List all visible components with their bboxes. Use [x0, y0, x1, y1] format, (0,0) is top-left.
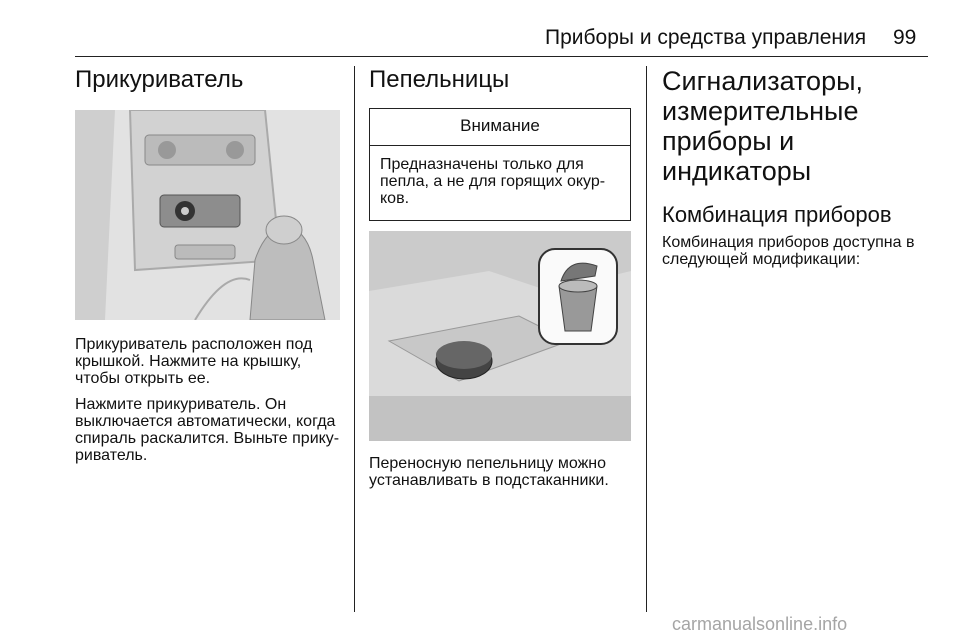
instrument-cluster-paragraph: Комбинация приборов доступна в следующей модификации:	[662, 234, 915, 268]
lighter-paragraph-2: Нажмите прикуриватель. Он выключается автоматически, когда спираль раскалится. Выньте прику- риватель.	[75, 396, 340, 464]
header-rule	[75, 56, 928, 57]
column-lighter	[75, 62, 340, 473]
warning-box	[369, 108, 631, 221]
column-divider-left	[354, 66, 355, 612]
section-heading-indicators: Сигнализаторы, измерительные приборы и индикаторы	[662, 66, 863, 186]
page-header-title: Приборы и средства управления	[545, 26, 867, 49]
watermark: carmanualsonline.info	[672, 614, 848, 634]
column-divider-right	[646, 66, 647, 612]
column-indicators	[662, 62, 928, 277]
ashtray-illustration	[369, 231, 631, 441]
ashtray-paragraph-1: Переносную пепельницу можно устанавливать в подстаканники.	[369, 455, 609, 489]
warning-text: Предназначены только для пепла, а не для горящих окур- ков.	[380, 156, 606, 207]
subheading-instrument-cluster: Комбинация приборов	[662, 202, 892, 227]
cigarette-lighter-illustration	[75, 110, 340, 320]
column-ashtrays	[369, 62, 631, 498]
warning-title: Внимание	[370, 109, 630, 146]
page-number: 99	[893, 26, 917, 49]
lighter-paragraph-1: Прикуриватель расположен под крышкой. Нажмите на крышку, чтобы открыть ее.	[75, 336, 313, 387]
section-heading-lighter: Прикуриватель	[75, 66, 244, 93]
section-heading-ashtrays: Пепельницы	[369, 66, 510, 93]
